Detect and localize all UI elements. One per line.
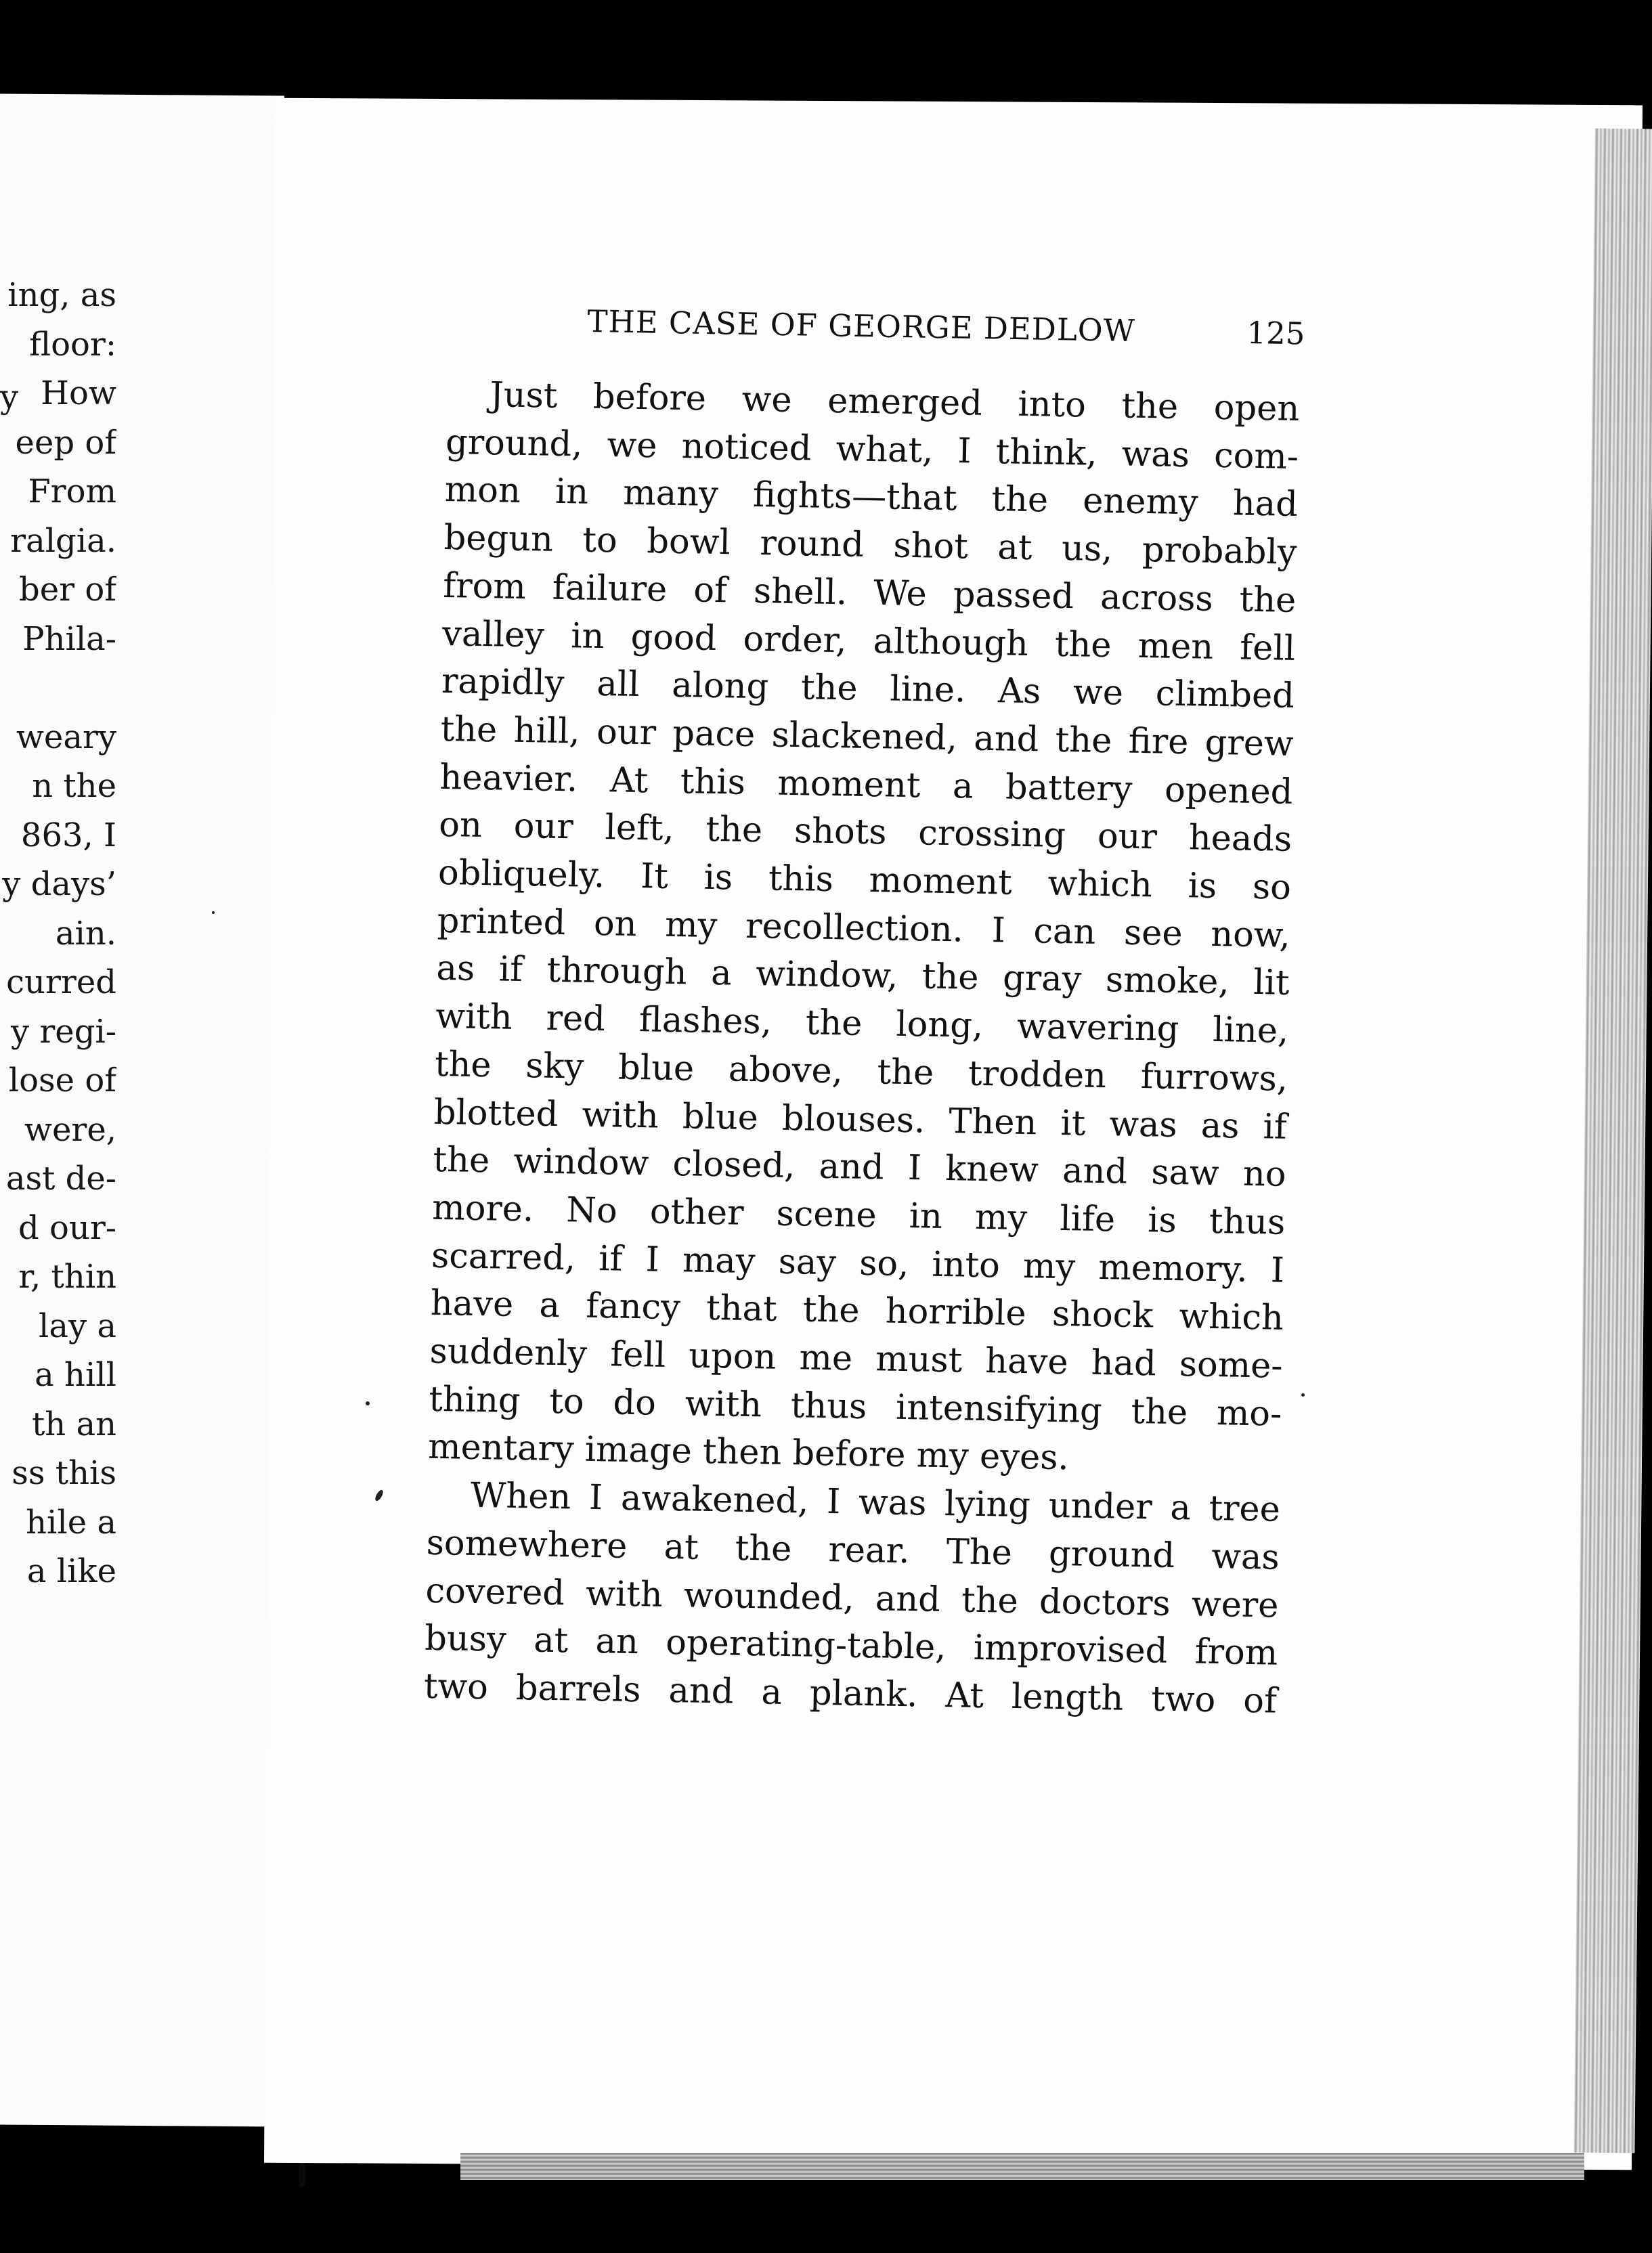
left-line: eep of — [15, 423, 116, 462]
left-line: a hill — [35, 1356, 116, 1394]
left-line: ast de- — [5, 1160, 116, 1198]
text-line: the hill, our pace slackened, and the fire grew — [440, 709, 1295, 764]
left-line: ing, as — [7, 276, 116, 314]
text-line: printed on my recollection. I can see now, — [437, 900, 1291, 956]
text-line: on our left, the shots crossing our heads — [438, 805, 1292, 860]
text-line: busy at an operating-table, improvised from — [424, 1619, 1278, 1674]
left-line: ralgia. — [10, 521, 116, 560]
left-page-text — [0, 271, 116, 1596]
text-line: ground, we noticed what, I think, was com- — [445, 422, 1299, 477]
text-line: as if through a window, the gray smoke, lit — [436, 948, 1290, 1004]
left-line: From — [28, 473, 116, 510]
left-line: lay a — [39, 1307, 116, 1345]
left-line: n the — [32, 767, 116, 805]
text-line: have a fancy that the horrible shock which — [430, 1284, 1284, 1339]
text-line: the window closed, and I knew and saw no — [433, 1140, 1286, 1196]
left-line: curred — [6, 963, 116, 1001]
text-line: two barrels and a plank. At length two of — [423, 1666, 1278, 1722]
text-line: mon in many fights—that the enemy had — [444, 470, 1299, 525]
left-line: r, thin — [18, 1258, 116, 1296]
left-line: 863, I — [20, 816, 116, 854]
page-bottom-edge — [460, 2153, 1584, 2180]
text-line: covered with wounded, and the doctors were — [425, 1571, 1279, 1626]
text-line: somewhere at the rear. The ground was — [426, 1523, 1280, 1578]
text-line: rapidly all along the line. As we climbed — [441, 661, 1295, 717]
text-line: the sky blue above, the trodden furrows, — [434, 1044, 1288, 1099]
left-line: ain. — [55, 914, 116, 953]
scan-speck — [366, 1401, 370, 1405]
text-line: mentary image then before my eyes. — [427, 1427, 1070, 1479]
page-body — [423, 371, 1299, 1726]
text-line: Just before we emerged into the open — [489, 375, 1300, 429]
text-line: valley in good order, although the men fell — [441, 613, 1296, 669]
left-line: y regi- — [10, 1012, 116, 1051]
text-line: begun to bowl round shot at us, probably — [443, 518, 1298, 573]
left-line: were, — [24, 1110, 116, 1149]
running-title: THE CASE OF GEORGE DEDLOW — [587, 303, 1136, 349]
text-line: more. No other scene in my life is thus — [431, 1187, 1286, 1243]
left-line: ber of — [19, 571, 116, 609]
left-line: y days’ — [2, 865, 116, 903]
paragraph — [428, 371, 1300, 1487]
left-line: th an — [32, 1405, 116, 1443]
paragraph — [423, 1472, 1280, 1726]
text-line: blotted with blue blouses. Then it was as if — [433, 1092, 1288, 1147]
left-paragraph-gap — [0, 663, 116, 713]
left-line: floor: — [29, 325, 116, 364]
left-line: How — [41, 374, 116, 412]
text-line: obliquely. It is this moment which is so — [437, 852, 1292, 908]
left-line: lose of — [8, 1062, 116, 1099]
left-line: ss this — [12, 1454, 116, 1492]
left-line: weary — [16, 718, 116, 756]
text-line: thing to do with thus intensifying the mo- — [428, 1379, 1282, 1435]
text-line: scarred, if I may say so, into my memory. I — [431, 1235, 1285, 1291]
text-line: When I awakened, I was lying under a tree — [470, 1476, 1281, 1530]
text-line: heavier. At this moment a battery opened — [439, 757, 1293, 812]
text-line: from failure of shell. We passed across the — [442, 565, 1297, 621]
page-number: 125 — [1246, 315, 1305, 352]
text-line: with red flashes, the long, wavering line, — [435, 996, 1289, 1051]
left-page-initial: y — [0, 378, 19, 416]
left-line: a like — [26, 1552, 116, 1590]
left-line: d our- — [18, 1208, 116, 1247]
left-line: Phila- — [22, 619, 116, 658]
text-line: suddenly fell upon me must have had some- — [429, 1331, 1284, 1386]
scan-speck — [1301, 1393, 1305, 1397]
left-line: hile a — [26, 1503, 116, 1541]
scan-speck — [212, 911, 215, 914]
